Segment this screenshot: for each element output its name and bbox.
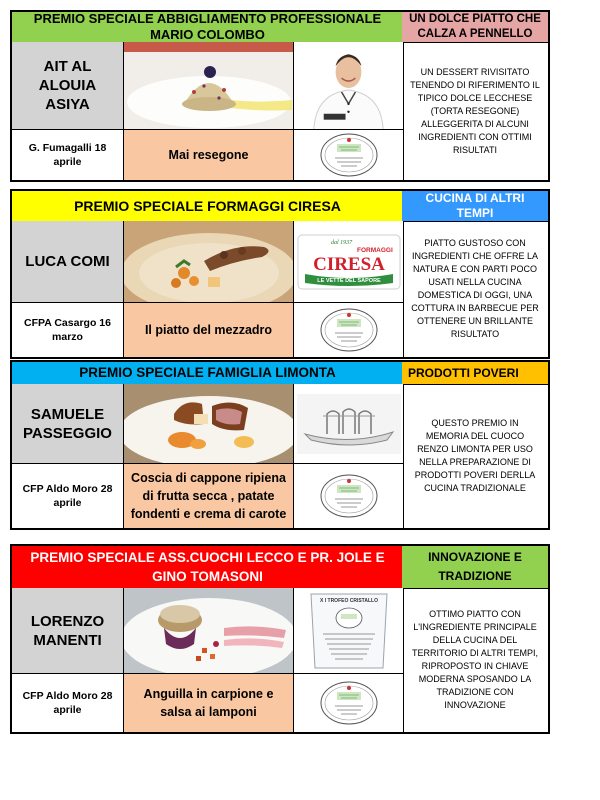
award-card-3 [10,360,550,530]
award-category: UN DOLCE PIATTO CHE CALZA A PENNELLO [402,12,548,42]
award-title: PREMIO SPECIALE FAMIGLIA LIMONTA [12,362,404,384]
award-title: PREMIO SPECIALE ASS.CUOCHI LECCO E PR. JOLE E GINO TOMASONI [12,546,404,588]
ciresa-tagline: LE VETTE DEL SAPORE [316,277,381,284]
award-card-1 [10,10,550,182]
dish-name: Il piatto del mezzadro [124,303,294,357]
dish-photo [124,384,294,464]
school-date: CFP Aldo Moro 28 aprile [12,464,124,528]
award-category: CUCINA DI ALTRI TEMPI [402,191,548,221]
school-date: CFP Aldo Moro 28 aprile [12,674,124,732]
award-card-4 [10,544,550,734]
award-header [12,191,548,222]
dish-photo [124,42,294,130]
award-card-2 [10,189,550,359]
sponsor-ciresa-logo [294,221,404,303]
award-description: PIATTO GUSTOSO CON INGREDIENTI CHE OFFRE LA NATURA E CON PARTI POCO USATI NELLA CUCINA DOMESTICA DI OGGI, UNA COTTURA IN BARBECUE PER OTTENERE UN BRILLANTE RISULTATO [411,238,539,339]
dish-name: Mai resegone [124,130,294,180]
ciresa-since: dal 1937 [330,239,352,246]
school-date: G. Fumagalli 18 aprile [12,130,124,180]
ciresa-brand: CIRESA [312,253,385,275]
award-title: PREMIO SPECIALE FORMAGGI CIRESA [12,191,404,221]
award-header [12,362,548,385]
sponsor-boat-sculpture [294,384,404,464]
chef-name: LUCA COMI [12,221,124,303]
chef-name: AIT AL ALOUIA ASIYA [12,42,124,130]
chef-name: LORENZO MANENTI [12,588,124,674]
dish-photo [124,221,294,303]
dish-name: Anguilla in carpione e salsa ai lamponi [124,674,294,732]
award-category: INNOVAZIONE E TRADIZIONE [402,546,548,588]
award-category: PRODOTTI POVERI [402,362,548,384]
award-header [12,546,548,589]
event-stamp-icon [294,674,404,732]
event-stamp-icon [294,464,404,528]
award-header [12,12,548,43]
chef-name: SAMUELE PASSEGGIO [12,384,124,464]
dish-photo [124,588,294,674]
event-stamp-icon [294,130,404,180]
event-stamp-icon [294,303,404,357]
award-description: UN DESSERT RIVISITATO TENENDO DI RIFERIMENTO IL TIPICO DOLCE LECCHESE (TORTA RESEGONE) ALLEGGERITA DI ALCUNI INGREDIENTI CON OTTIMI RISULTATI [410,66,540,155]
award-description: QUESTO PREMIO IN MEMORIA DEL CUOCO RENZO LIMONTA PER USO NELLA PREPARAZIONE DI PRODOTTI POVERI DERLLA CUCINA TRADIZIONALE [414,418,536,493]
sponsor-crystal-trophy [294,588,404,674]
school-date: CFPA Casargo 16 marzo [12,303,124,357]
dish-name: Coscia di cappone ripiena di frutta secca , patate fondenti e crema di carote [124,464,294,528]
ciresa-top: FORMAGGI [356,246,393,254]
sponsor-chef-photo [294,42,404,130]
award-description: OTTIMO PIATTO CON L'INGREDIENTE PRINCIPALE DELLA CUCINA DEL TERRITORIO DI ALTRI TEMPI, RIPROPOSTO IN CHIAVE MODERNA SPOSANDO LA TRADIZIONE CON INNOVAZIONE [411,609,539,710]
award-title: PREMIO SPECIALE ABBIGLIAMENTO PROFESSIONALE MARIO COLOMBO [12,12,404,42]
trophy-heading: X I TROFEO CRISTALLO [319,597,378,604]
